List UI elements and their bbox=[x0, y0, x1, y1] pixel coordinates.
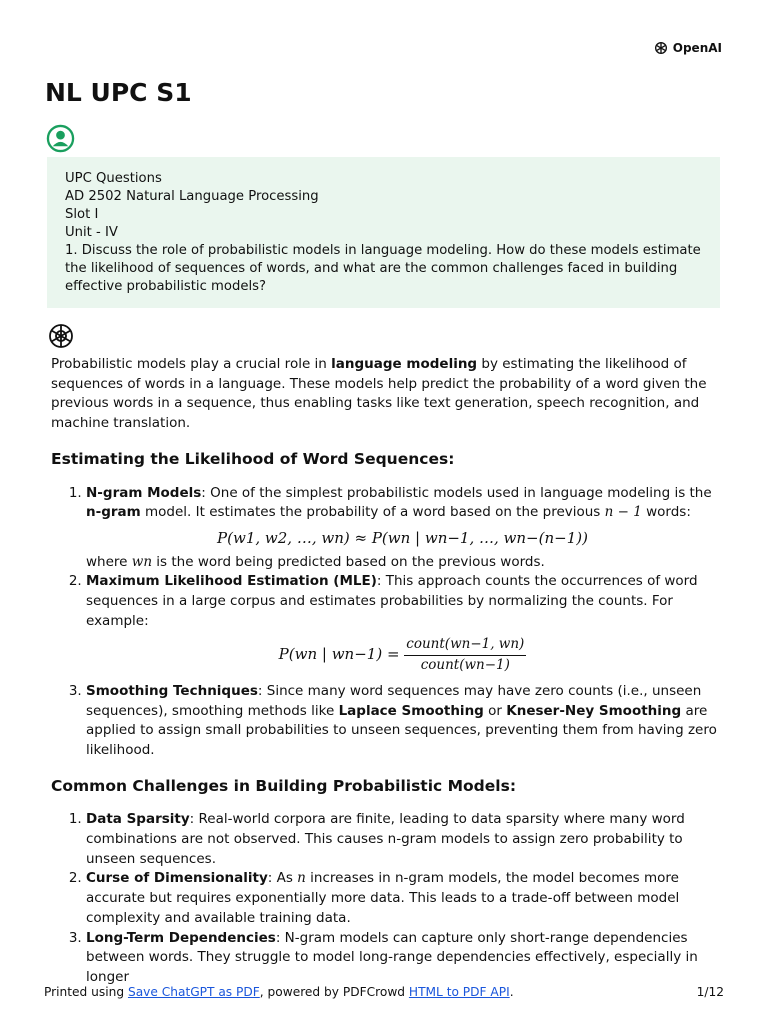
user-avatar-icon bbox=[46, 124, 75, 153]
user-line: AD 2502 Natural Language Processing bbox=[65, 189, 319, 204]
challenges-list bbox=[51, 810, 719, 987]
intro-paragraph: Probabilistic models play a crucial role in language modeling by estimating the likelihood of sequences of words in a language. These models help predict the probability of a word given the previous words in a sequence, thus enabling tasks like text generation, speech recognition, and machine translation. bbox=[51, 356, 707, 432]
html-to-pdf-link[interactable]: HTML to PDF API bbox=[408, 985, 510, 999]
openai-logo-icon bbox=[653, 40, 669, 56]
brand-label: OpenAI bbox=[672, 41, 722, 55]
section-heading: Common Challenges in Building Probabilistic Models: bbox=[51, 776, 517, 795]
user-line: Unit - IV bbox=[65, 225, 118, 240]
save-chatgpt-link[interactable]: Save ChatGPT as PDF bbox=[127, 985, 260, 999]
page-title: NL UPC S1 bbox=[45, 78, 192, 107]
equation-note: where wn is the word being predicted based on the previous words. bbox=[86, 553, 545, 570]
list-item: 3. Smoothing Techniques: Since many word sequences may have zero counts (i.e., unseen sequences), smoothing methods like Laplace Smoothing or Kneser-Ney Smoothing are applied to assign small probabilities to unseen sequences, preventing them from having zero likelihood. bbox=[86, 682, 719, 761]
user-line: 1. Discuss the role of probabilistic models in language modeling. How do these models estimate the likelihood of sequences of words, and what are the common challenges faced in building effective probabilistic models? bbox=[65, 243, 701, 294]
mle-equation: P(wn | wn−1) = $\frac{\text{count(wn−1, wn)}}{\text{count(wn−1)}}$ bbox=[278, 636, 525, 674]
section-heading: Estimating the Likelihood of Word Sequences: bbox=[51, 449, 455, 468]
list-item: 2. Maximum Likelihood Estimation (MLE): This approach counts the occurrences of word sequences in a large corpus and estimates probabilities by normalizing the counts. For example: P(wn | wn−1) = $\frac{\text{count(wn−1, wn)}}{\text{count(wn−1)}}$ bbox=[86, 572, 719, 676]
list-item: 2. Curse of Dimensionality: As n increases in n-gram models, the model becomes more accurate but requires exponentially more data. This leads to a trade-off between model complexity and available training data. bbox=[86, 869, 719, 928]
ngram-equation: P(w1, w2, …, wn) ≈ P(wn | wn−1, …, wn−(n−1)) bbox=[217, 528, 588, 547]
user-line: UPC Questions bbox=[65, 171, 162, 186]
page-number: 1/12 bbox=[696, 985, 724, 999]
user-message bbox=[47, 157, 720, 308]
chatgpt-icon bbox=[47, 322, 75, 350]
assistant-answer bbox=[51, 355, 719, 988]
print-footer: Printed using Save ChatGPT as PDF, powered by PDFCrowd HTML to PDF API. 1/12 bbox=[44, 985, 724, 999]
list-item: 1. Data Sparsity: Real-world corpora are finite, leading to data sparsity where many word combinations are not observed. This causes n-gram models to assign zero probability to unseen sequences. bbox=[86, 810, 719, 869]
list-item: 1. N-gram Models: One of the simplest probabilistic models used in language modeling is the n-gram model. It estimates the probability of a word based on the previous n − 1 words: P(w1, w2, …, wn) ≈ P(wn | wn−1, …, wn−(n−1)) where wn is the word being predicted based on the previous words. bbox=[86, 484, 719, 573]
list-item: 3. Long-Term Dependencies: N-gram models can capture only short-range dependencies between words. They struggle to model long-range dependencies effectively, especially in longer bbox=[86, 929, 719, 988]
likelihood-list bbox=[51, 484, 719, 761]
openai-brand bbox=[653, 40, 722, 56]
user-line: Slot I bbox=[65, 207, 99, 222]
